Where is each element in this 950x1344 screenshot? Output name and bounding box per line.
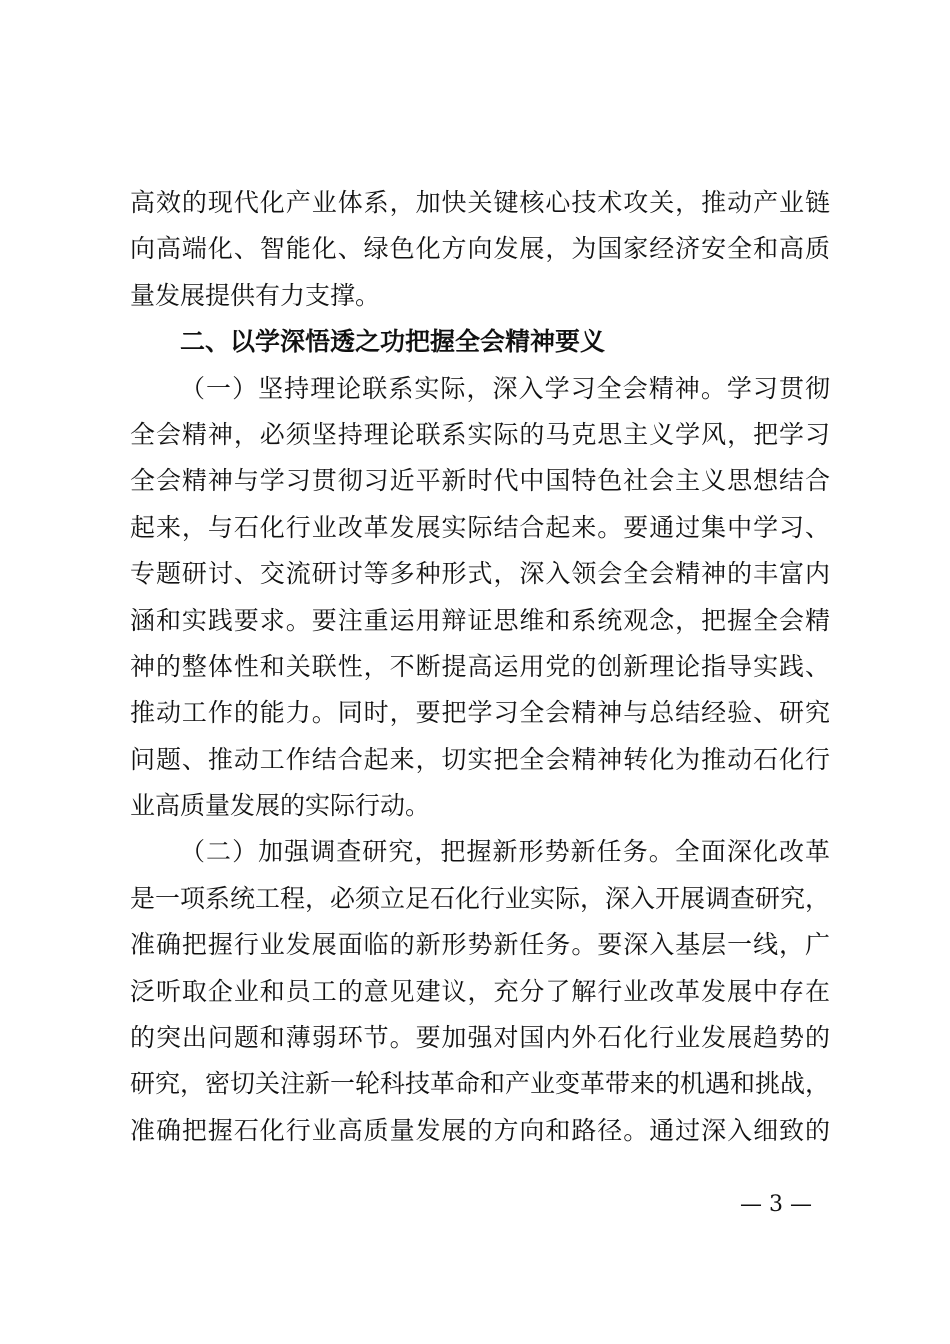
body-line: 神的整体性和关联性，不断提高运用党的创新理论指导实践、 <box>130 651 830 681</box>
body-line: 业高质量发展的实际行动。 <box>130 791 431 821</box>
body-line: 量发展提供有力支撑。 <box>130 280 381 310</box>
body-line: 涵和实践要求。要注重运用辩证思维和系统观念，把握全会精 <box>130 605 830 635</box>
body-line: 准确把握行业发展面临的新形势新任务。要深入基层一线，广 <box>130 930 830 960</box>
section-heading: 二、以学深悟透之功把握全会精神要义 <box>180 327 606 357</box>
body-line: 全会精神与学习贯彻习近平新时代中国特色社会主义思想结合 <box>130 466 830 496</box>
body-line: 推动工作的能力。同时，要把学习全会精神与总结经验、研究 <box>130 698 830 728</box>
body-line: 全会精神，必须坚持理论联系实际的马克思主义学风，把学习 <box>130 419 830 449</box>
body-line: 向高端化、智能化、绿色化方向发展，为国家经济安全和高质 <box>130 234 830 264</box>
body-line: 准确把握石化行业高质量发展的方向和路径。通过深入细致的 <box>130 1115 830 1145</box>
body-line: 是一项系统工程，必须立足石化行业实际，深入开展调查研究， <box>130 883 831 913</box>
page-number: — 3 — <box>740 1192 812 1217</box>
body-line: 专题研讨、交流研讨等多种形式，深入领会全会精神的丰富内 <box>130 559 830 589</box>
body-line: （二）加强调查研究，把握新形势新任务。全面深化改革 <box>180 837 830 867</box>
body-line: 问题、推动工作结合起来，切实把全会精神转化为推动石化行 <box>130 744 830 774</box>
body-line: 研究，密切关注新一轮科技革命和产业变革带来的机遇和挑战， <box>130 1069 831 1099</box>
document-body <box>130 180 830 1154</box>
body-line: 的突出问题和薄弱环节。要加强对国内外石化行业发展趋势的 <box>130 1023 830 1053</box>
body-line: 高效的现代化产业体系，加快关键核心技术攻关，推动产业链 <box>130 188 830 217</box>
body-line: 泛听取企业和员工的意见建议，充分了解行业改革发展中存在 <box>130 976 830 1006</box>
body-line: 起来，与石化行业改革发展实际结合起来。要通过集中学习、 <box>130 512 830 542</box>
body-line: （一）坚持理论联系实际，深入学习全会精神。学习贯彻 <box>180 373 830 403</box>
